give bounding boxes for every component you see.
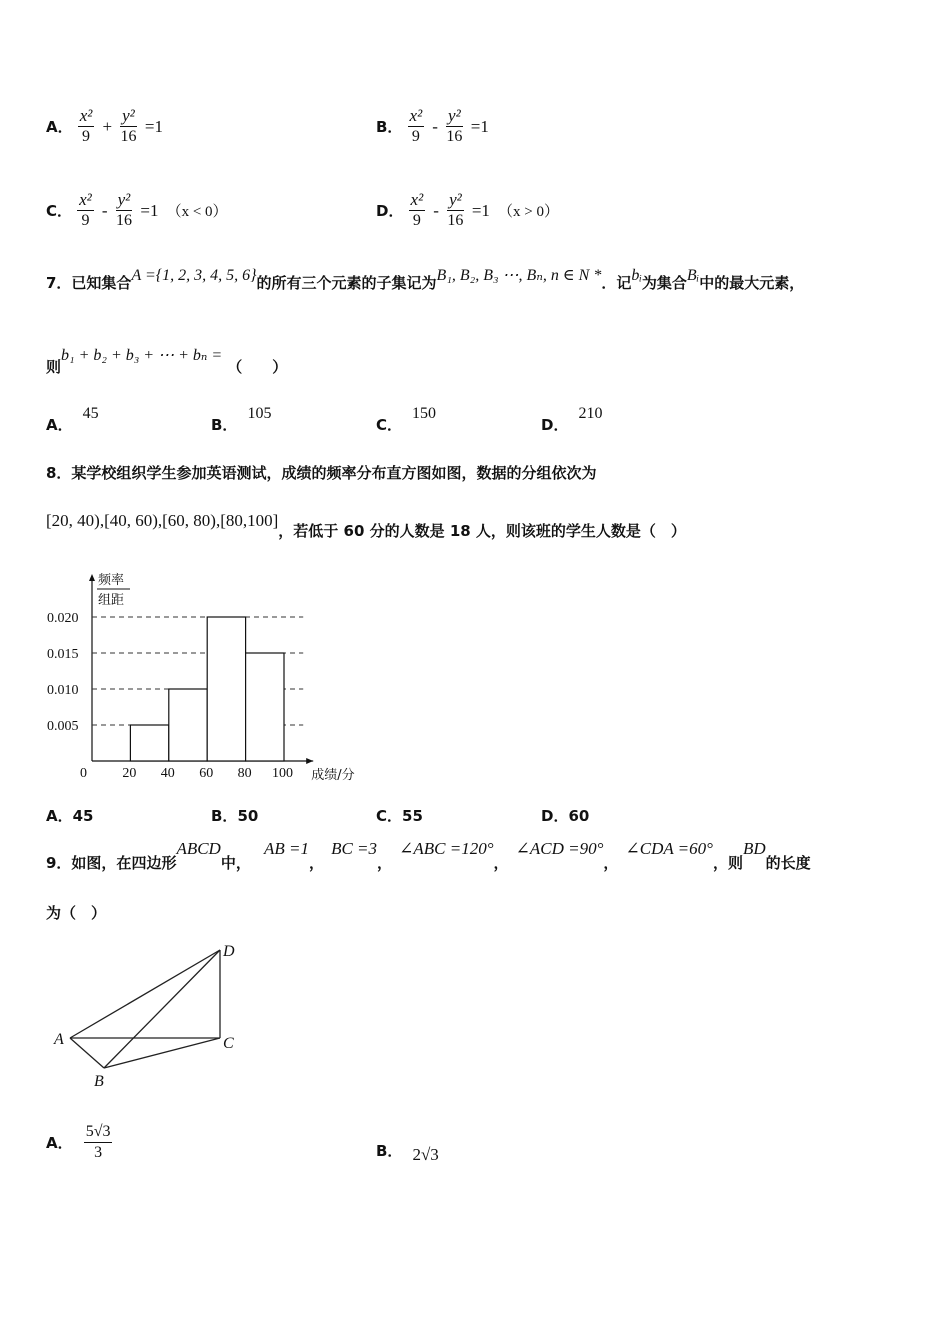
option-label: D．: [541, 807, 569, 825]
histogram-bar: [246, 653, 284, 761]
fraction-x: [409, 190, 426, 231]
segment-ab: [70, 1038, 104, 1068]
fraction-y: [116, 190, 133, 231]
q7-subsets: B₁, B₂, B₃ ⋯, Bₙ, n ∈ N *: [436, 267, 602, 284]
numerator: x²: [410, 190, 424, 209]
segment-bd: [104, 950, 220, 1068]
q9-bc: BC =3: [331, 839, 378, 858]
numerator: y²: [449, 190, 462, 209]
y-tick-label: 0.015: [47, 647, 79, 662]
option-label: A．: [46, 118, 73, 136]
fraction-y: [446, 106, 463, 147]
y-tick-label: 0.005: [47, 719, 79, 734]
quadrilateral-figure: [46, 938, 246, 1090]
fraction-y: [447, 190, 464, 231]
option-value: 45: [82, 405, 99, 422]
equals-one: =1: [140, 200, 159, 220]
comma: ，: [493, 854, 509, 872]
q9-bd: BD: [742, 839, 766, 858]
condition: （x > 0）: [498, 204, 559, 220]
q7-text-5: 中的最大元素，: [699, 274, 805, 292]
q8-option-b[interactable]: [211, 805, 258, 826]
x-tick-label: 100: [272, 766, 293, 781]
q9-text-2: 中，: [220, 854, 251, 872]
q9-angle-abc: ∠ABC =120°: [399, 839, 494, 858]
q9-angle-cda: ∠CDA =60°: [625, 839, 713, 858]
histogram-bar: [207, 617, 245, 761]
denominator: 16: [120, 128, 137, 145]
q7-Bi: Bᵢ: [686, 267, 700, 284]
option-label: B．: [211, 416, 238, 434]
denominator: 16: [446, 128, 463, 145]
q6-option-a[interactable]: [46, 106, 166, 147]
comma: ，: [377, 854, 393, 872]
q9-text-4: 的长度: [765, 854, 811, 872]
q7-text-1: 7．已知集合: [46, 274, 132, 292]
fraction-x: [408, 106, 425, 147]
histogram-bar: [169, 689, 207, 761]
point-b-label: B: [94, 1073, 104, 1090]
segment-bc: [104, 1038, 220, 1068]
option-label: B．: [376, 118, 403, 136]
option-label: A．: [46, 416, 73, 434]
option-value: 55: [402, 807, 423, 825]
q9-abcd: ABCD: [176, 839, 221, 858]
numerator: y²: [448, 106, 461, 125]
q7-stem-line2: [46, 344, 288, 376]
option-value: 2√3: [412, 1145, 439, 1164]
q6-option-d[interactable]: [376, 190, 559, 231]
operator: -: [101, 200, 108, 220]
fraction: [84, 1122, 113, 1163]
q7-option-c[interactable]: [376, 402, 437, 434]
q7-set-a: A ={1, 2, 3, 4, 5, 6}: [131, 267, 257, 284]
option-label: D．: [376, 202, 404, 220]
q7-sum: b₁ + b₂ + b₃ + ⋯ + bₙ =: [61, 347, 223, 364]
numerator: y²: [117, 190, 131, 209]
denominator: 16: [115, 212, 132, 229]
q8-option-c[interactable]: [376, 805, 423, 826]
x-tick-label: 0: [80, 766, 87, 781]
q7-text-4: 为集合: [641, 274, 687, 292]
numerator: 5√3: [84, 1122, 113, 1143]
q9-option-a[interactable]: [46, 1122, 112, 1163]
fraction-x: [78, 106, 95, 147]
option-label: C．: [376, 807, 403, 825]
x-tick-label: 80: [237, 766, 252, 781]
q8-text-2: ，若低于 60 分的人数是 18 人，则该班的学生人数是（ ）: [278, 522, 686, 540]
q7-text-2: 的所有三个元素的子集记为: [256, 274, 437, 292]
operator: +: [102, 116, 113, 136]
numerator: x²: [79, 106, 93, 125]
segment-ad: [70, 950, 220, 1038]
q6-option-b[interactable]: [376, 106, 492, 147]
q9-stem-line2: 为（ ）: [46, 904, 107, 922]
q8-groups: [20, 40),[40, 60),[60, 80),[80,100]: [46, 511, 279, 530]
y-tick-label: 0.010: [47, 683, 79, 698]
option-label: B．: [211, 807, 238, 825]
y-label-bottom: 组距: [98, 593, 125, 608]
comma: ，: [308, 854, 324, 872]
histogram-chart: [40, 564, 370, 794]
denominator: 9: [411, 128, 420, 145]
option-label: D．: [541, 416, 569, 434]
option-value: 105: [247, 405, 272, 422]
option-value: 60: [568, 807, 590, 825]
condition: （x < 0）: [166, 204, 228, 220]
x-tick-label: 60: [199, 766, 214, 781]
q9-text-1: 9．如图，在四边形: [46, 854, 177, 872]
q7-option-a[interactable]: [46, 402, 99, 434]
q9-angle-acd: ∠ACD =90°: [515, 839, 604, 858]
q7-text-3: ．记: [601, 274, 632, 292]
q7-bi: bᵢ: [631, 267, 642, 284]
q7-stem-line1: [46, 267, 805, 293]
option-value: 45: [72, 807, 94, 825]
denominator: 9: [82, 128, 91, 145]
q9-text-3: ，则: [712, 854, 743, 872]
operator: -: [432, 116, 438, 136]
y-label-top: 频率: [98, 573, 125, 588]
denominator: 3: [94, 1144, 103, 1161]
y-axis-arrow: [89, 574, 95, 581]
q8-option-d[interactable]: [541, 805, 589, 826]
point-d-label: D: [223, 943, 235, 960]
q7-option-b[interactable]: [211, 402, 272, 434]
histogram-bar: [130, 725, 168, 761]
option-label: A．: [46, 807, 73, 825]
q7-paren: （ ）: [227, 358, 288, 376]
option-value: 50: [237, 807, 259, 825]
x-tick-label: 40: [160, 766, 175, 781]
x-axis-arrow: [306, 758, 313, 764]
equals-one: =1: [144, 116, 163, 136]
numerator: y²: [122, 106, 135, 125]
equals-one: =1: [470, 116, 489, 136]
option-label: A．: [46, 1134, 73, 1152]
option-value: 210: [578, 405, 603, 422]
option-label: C．: [376, 416, 403, 434]
x-axis-label: 成绩/分: [311, 768, 355, 783]
point-c-label: C: [223, 1035, 234, 1052]
q7-option-d[interactable]: [541, 402, 603, 434]
x-tick-label: 20: [122, 766, 137, 781]
q6-option-c[interactable]: [46, 190, 228, 231]
denominator: 16: [447, 212, 464, 229]
numerator: x²: [409, 106, 423, 125]
q8-option-a[interactable]: [46, 805, 93, 826]
q9-option-b[interactable]: [376, 1140, 439, 1164]
fraction-x: [77, 190, 94, 231]
equals-one: =1: [471, 200, 490, 220]
q8-stem-line2: [46, 510, 686, 540]
fraction-y: [120, 106, 137, 147]
operator: -: [433, 200, 439, 220]
option-label: C．: [46, 202, 73, 220]
q8-stem-line1: 8．某学校组织学生参加英语测试，成绩的频率分布直方图如图，数据的分组依次为: [46, 464, 597, 482]
numerator: x²: [79, 190, 92, 209]
q9-ab: AB =1: [263, 839, 309, 858]
option-value: 150: [412, 405, 437, 422]
denominator: 9: [81, 212, 90, 229]
comma: ，: [603, 854, 619, 872]
point-a-label: A: [54, 1031, 64, 1048]
y-tick-label: 0.020: [47, 611, 79, 626]
option-label: B．: [376, 1142, 403, 1160]
q9-stem-line1: [46, 838, 811, 872]
denominator: 9: [412, 212, 421, 229]
q7-text-6: 则: [46, 358, 62, 376]
